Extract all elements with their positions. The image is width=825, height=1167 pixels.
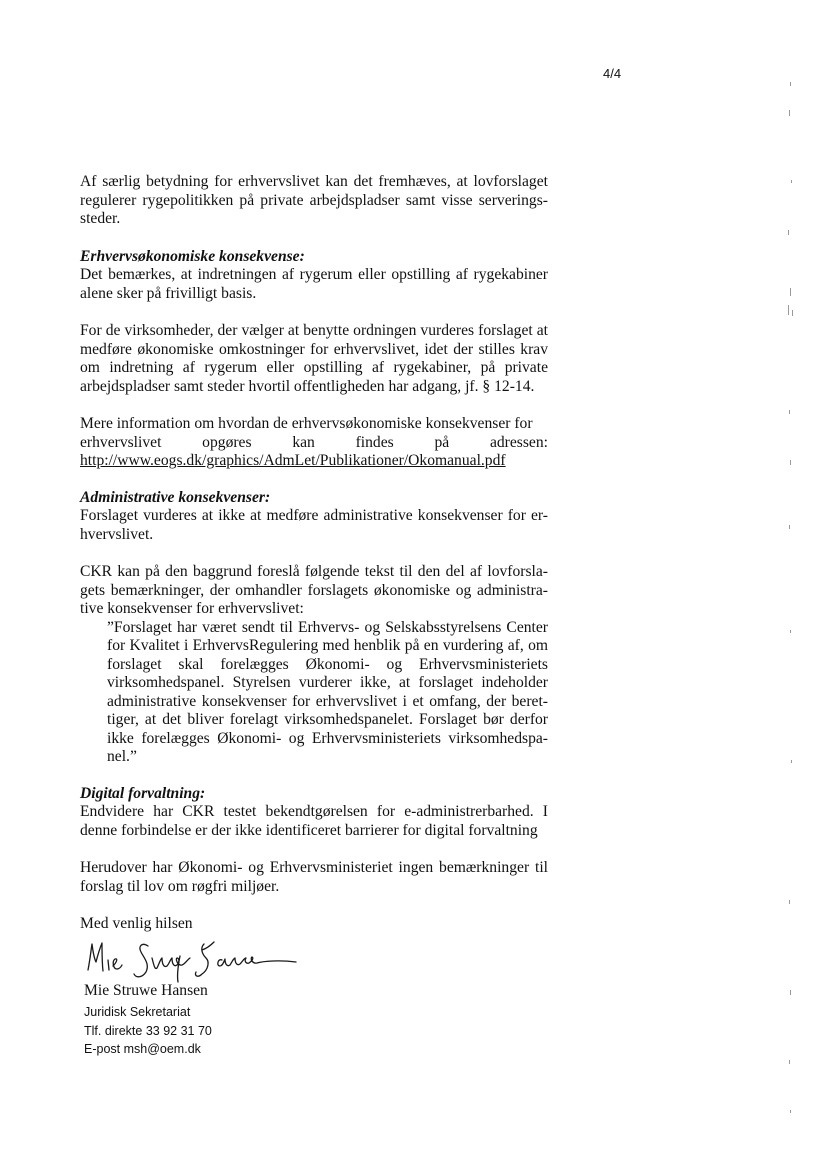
paragraph-ckr-proposal: CKR kan på den baggrund foreslå følgende tekst til den del af lovforsla-gets bemærkninger, der omhandler forslagets økonomiske og administra-tive konsekvenser for erhvervslivet:: [80, 563, 548, 617]
more-info-line: [80, 434, 548, 453]
paragraph-costs: For de virksomheder, der vælger at benytte ordningen vurderes forslaget at medføre økonomiske omkostninger for erhvervslivet, idet der stilles krav om indretning af rygerum eller opstilling af rygekabiner, på private arbejdspladser samt steder hvortil offentligheden har adgang, jf. § 12-14.: [80, 322, 548, 395]
word: kan: [292, 433, 315, 451]
paragraph-digital: Endvidere har CKR testet bekendtgørelsen for e-administrerbarhed. I denne forbindelse er der ikke identificeret barrierer for digital forvaltning: [80, 803, 548, 839]
phone: Tlf. direkte 33 92 31 70: [84, 1023, 212, 1038]
word: på: [434, 433, 450, 451]
email: E-post msh@oem.dk: [84, 1042, 201, 1056]
paragraph-voluntary: Det bemærkes, at indretningen af rygerum eller opstilling af rygekabiner alene sker på frivilligt basis.: [80, 266, 548, 302]
paragraph-intro: Af særlig betydning for erhvervslivet kan det fremhæves, at lovforslaget regulerer rygepolitikken på private arbejdspladser samt visse serverings-steder.: [80, 173, 548, 227]
word: findes: [355, 433, 394, 451]
heading-digital-administration: Digital forvaltning:: [80, 784, 206, 802]
paragraph-no-admin-consequences: Forslaget vurderes at ikke at medføre administrative konsekvenser for er-hvervslivet.: [80, 507, 548, 543]
heading-administrative-consequences: Administrative konsekvenser:: [80, 488, 271, 506]
paragraph-more-info: Mere information om hvordan de erhvervsøkonomiske konsekvenser for: [80, 415, 533, 432]
word: erhvervslivet: [80, 433, 162, 451]
contact-details: [84, 1003, 212, 1059]
page-number: 4/4: [603, 66, 622, 81]
word: opgøres: [202, 433, 252, 451]
word: adressen:: [489, 433, 548, 451]
closing-greeting: Med venlig hilsen: [80, 915, 193, 932]
handwritten-signature: [84, 936, 299, 986]
scan-edge-artifacts: [778, 70, 798, 1130]
signatory-name: Mie Struwe Hansen: [84, 982, 208, 999]
proposed-text-quote: ”Forslaget har været sendt til Erhvervs- og Selskabsstyrelsens Center for Kvalitet i ErhvervsRegulering med henblik på en vurdering af, om forslaget skal forelægges Økonomi- og Erhvervsministeriets virksomhedspanel. Styrelsen vurderer ikke, at forslaget indeholder administrative konsekvenser for erhvervslivet i et omfang, der beret-tiger, at det bliver forelagt virksomhedspanelet. Forslaget bør derfor ikke forelægges Økonomi- og Erhvervsministeriets virksomhedspa-nel.”: [107, 618, 548, 765]
heading-economic-consequences: Erhvervsøkonomiske konsekvense:: [80, 247, 305, 265]
department: Juridisk Sekretariat: [84, 1005, 191, 1019]
paragraph-no-remarks: Herudover har Økonomi- og Erhvervsministeriet ingen bemærkninger til forslag til lov om røgfri miljøer.: [80, 859, 548, 895]
letter-body: [80, 173, 548, 934]
okomanual-link[interactable]: http://www.eogs.dk/graphics/AdmLet/Publikationer/Okomanual.pdf: [80, 452, 506, 469]
